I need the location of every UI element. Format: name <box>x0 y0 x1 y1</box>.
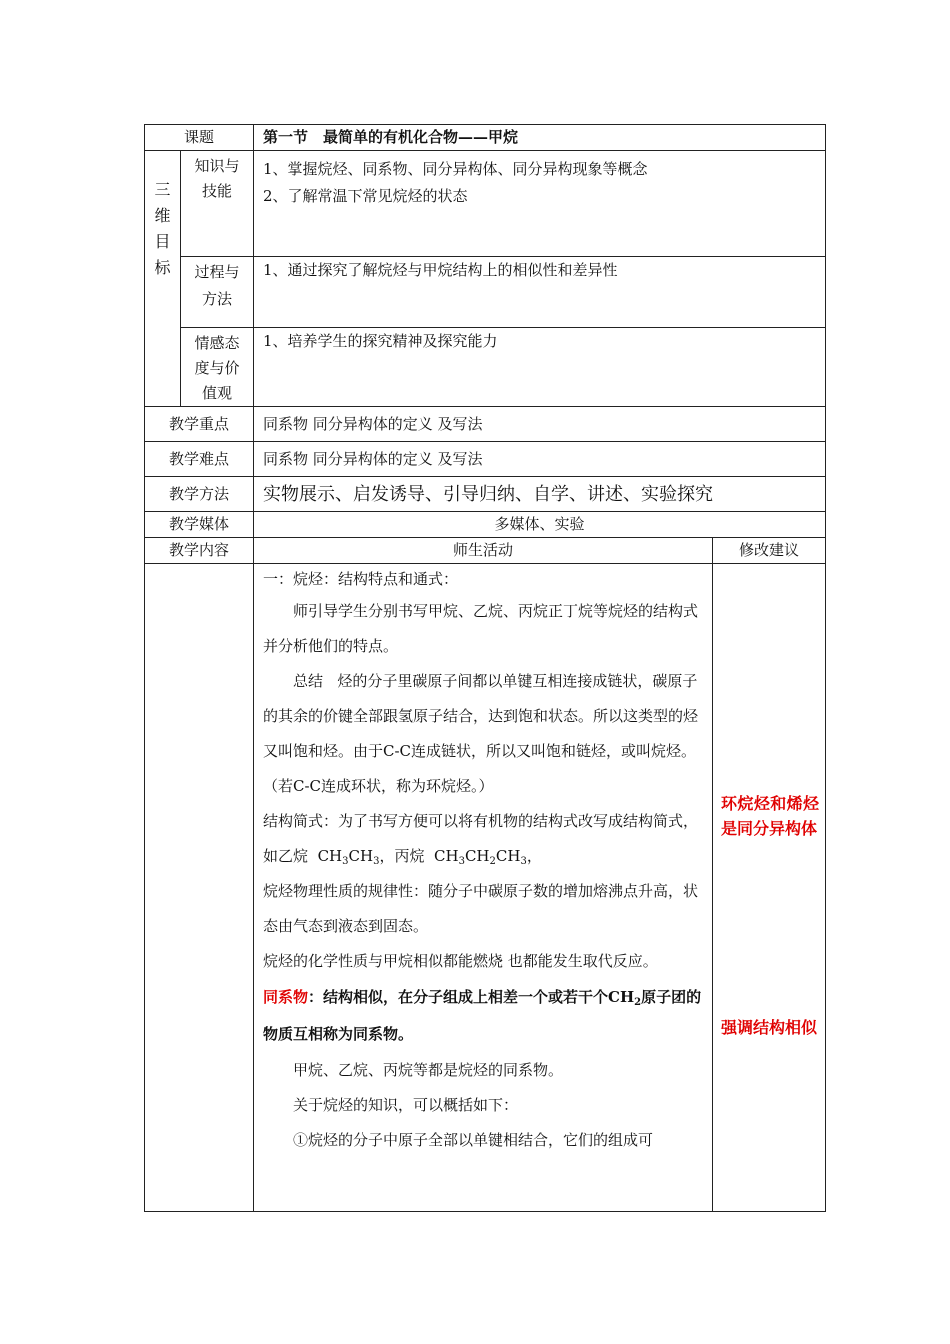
suggestion-column <box>713 564 826 1212</box>
paragraph: 甲烷、乙烷、丙烷等都是烷烃的同系物。 <box>293 1061 564 1079</box>
content-column <box>145 564 254 1212</box>
media-label: 教学媒体 <box>145 512 254 538</box>
homolog-term: 同系物 <box>263 988 309 1006</box>
emotion-label: 情感态度与价值观 <box>181 328 254 407</box>
difficulties-value: 同系物 同分异构体的定义 及写法 <box>254 442 826 477</box>
paragraph: 烷烃物理性质的规律性：随分子中碳原子数的增加熔沸点升高，状态由气态到液态到固态。 <box>263 882 699 935</box>
difficulties-label: 教学难点 <box>145 442 254 477</box>
objectives-label: 三 维 目 标 <box>145 151 181 407</box>
lesson-title: 第一节 最简单的有机化合物——甲烷 <box>254 125 826 151</box>
paragraph: 结构简式：为了书写方便可以将有机物的结构式改写成结构简式，如乙烷 $CH_3CH_3$，丙烷 $CH_3CH_2CH_3$， <box>263 812 699 867</box>
header-content: 教学内容 <box>145 538 254 564</box>
ethane-formula: $CH_3CH_3$ <box>317 847 380 867</box>
methods-label: 教学方法 <box>145 477 254 512</box>
suggestion-note: 强调结构相似 <box>721 1018 818 1037</box>
emotion-item: 1、培养学生的探究精神及探究能力 <box>254 328 826 407</box>
suggestion-note: 环烷烃和烯烃是同分异构体 <box>721 794 820 838</box>
knowledge-item: 1、掌握烷烃、同系物、同分异构体、同分异构现象等概念 <box>263 160 648 178</box>
key-points-label: 教学重点 <box>145 407 254 442</box>
paragraph: 师引导学生分别书写甲烷、乙烷、丙烷正丁烷等烷烃的结构式并分析他们的特点。 <box>263 602 699 655</box>
knowledge-item: 2、了解常温下常见烷烃的状态 <box>263 187 468 205</box>
propane-formula: $CH_3CH_2CH_3$ <box>434 847 527 867</box>
paragraph: 总结 烃的分子里碳原子间都以单键互相连接成链状，碳原子的其余的价键全部跟氢原子结合，达到饱和状态。所以这类型的烃又叫饱和烃。由于C-C连成链状，所以又叫饱和链烃，或叫烷烃。（若C-C连成环状，称为环烷烃。） <box>263 672 699 795</box>
homolog-definition: 同系物：结构相似，在分子组成上相差一个或若干个$CH_2$原子团的物质互相称为同系物。 <box>263 988 702 1043</box>
title-label: 课题 <box>145 125 254 151</box>
paragraph: 烷烃的化学性质与甲烷相似都能燃烧 也都能发生取代反应。 <box>263 952 658 970</box>
lesson-plan-table <box>144 124 826 1212</box>
header-suggestion: 修改建议 <box>713 538 826 564</box>
paragraph: 一：烷烃：结构特点和通式： <box>263 570 459 588</box>
process-item: 1、通过探究了解烷烃与甲烷结构上的相似性和差异性 <box>254 257 826 328</box>
methods-value: 实物展示、启发诱导、引导归纳、自学、讲述、实验探究 <box>254 477 826 512</box>
knowledge-label: 知识与技能 <box>181 151 254 257</box>
process-label: 过程与方法 <box>181 257 254 328</box>
header-activity: 师生活动 <box>254 538 713 564</box>
activity-body <box>254 564 713 1212</box>
knowledge-items <box>254 151 826 257</box>
paragraph: 关于烷烃的知识，可以概括如下： <box>293 1096 519 1114</box>
key-points-value: 同系物 同分异构体的定义 及写法 <box>254 407 826 442</box>
paragraph: ①烷烃的分子中原子全部以单键相结合，它们的组成可 <box>293 1131 654 1149</box>
media-value: 多媒体、实验 <box>254 512 826 538</box>
